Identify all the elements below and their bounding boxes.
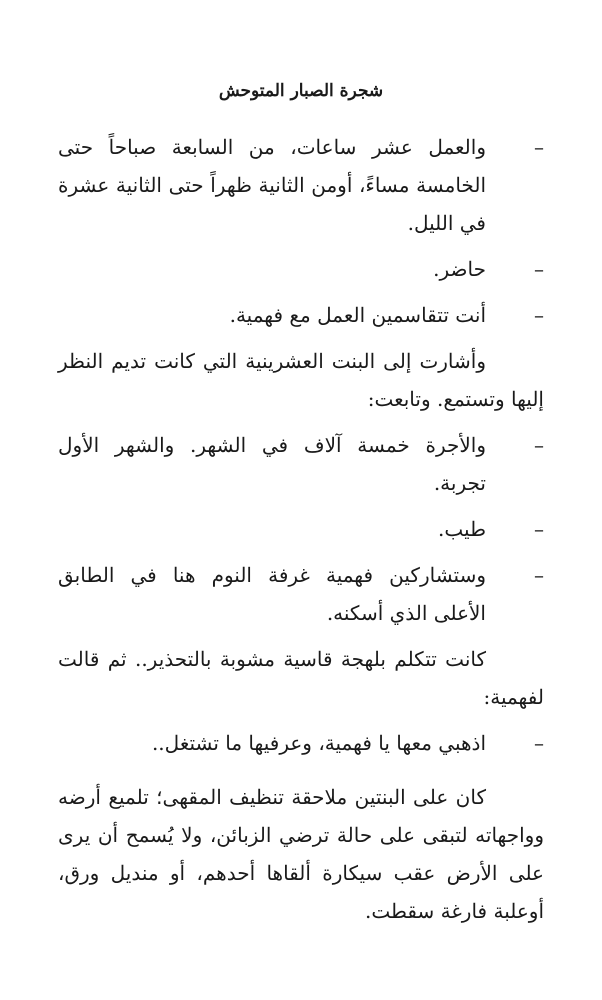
dialogue-dash: – bbox=[534, 731, 544, 755]
dialogue-text: اذهبي معها يا فهمية، وعرفيها ما تشتغل.. bbox=[151, 731, 486, 755]
narration-paragraph: وأشارت إلى البنت العشرينية التي كانت تديم النظر إليها وتستمع. وتابعت: bbox=[58, 349, 544, 411]
dialogue-line bbox=[58, 426, 544, 502]
dialogue-line bbox=[58, 724, 544, 762]
chapter-title: شجرة الصبار المتوحش bbox=[218, 81, 384, 101]
narration-paragraph: كانت تتكلم بلهجة قاسية مشوبة بالتحذير.. ثم قالت لفهمية: bbox=[58, 647, 544, 709]
dialogue-text: أنت تتقاسمين العمل مع فهمية. bbox=[229, 303, 486, 327]
dialogue-dash: – bbox=[534, 433, 544, 457]
dialogue-text: والعمل عشر ساعات، من السابعة صباحاً حتى الخامسة مساءً، أومن الثانية ظهراً حتى الثانية عشرة في الليل. bbox=[58, 135, 486, 235]
dialogue-dash: – bbox=[534, 257, 544, 281]
dialogue-dash: – bbox=[534, 563, 544, 587]
narration-paragraph: كان على البنتين ملاحقة تنظيف المقهى؛ تلميع أرضه وواجهاته لتبقى على حالة ترضي الزبائن، ولا يُسمح أن يرى على الأرض عقب سيكارة ألقاها أحدهم، أو منديل ورق، أوعلبة فارغة سقطت. bbox=[58, 785, 544, 923]
dialogue-line bbox=[58, 128, 544, 242]
dialogue-text: طيب. bbox=[438, 517, 486, 541]
dialogue-dash: – bbox=[534, 303, 544, 327]
dialogue-dash: – bbox=[534, 517, 544, 541]
dialogue-line bbox=[58, 296, 544, 334]
dialogue-line bbox=[58, 510, 544, 548]
dialogue-text: حاضر. bbox=[433, 257, 486, 281]
dialogue-line bbox=[58, 556, 544, 632]
dialogue-text: وستشاركين فهمية غرفة النوم هنا في الطابق الأعلى الذي أسكنه. bbox=[58, 563, 486, 625]
dialogue-dash: – bbox=[534, 135, 544, 159]
page-body bbox=[58, 128, 544, 938]
dialogue-text: والأجرة خمسة آلاف في الشهر. والشهر الأول تجربة. bbox=[58, 433, 486, 495]
dialogue-line bbox=[58, 250, 544, 288]
